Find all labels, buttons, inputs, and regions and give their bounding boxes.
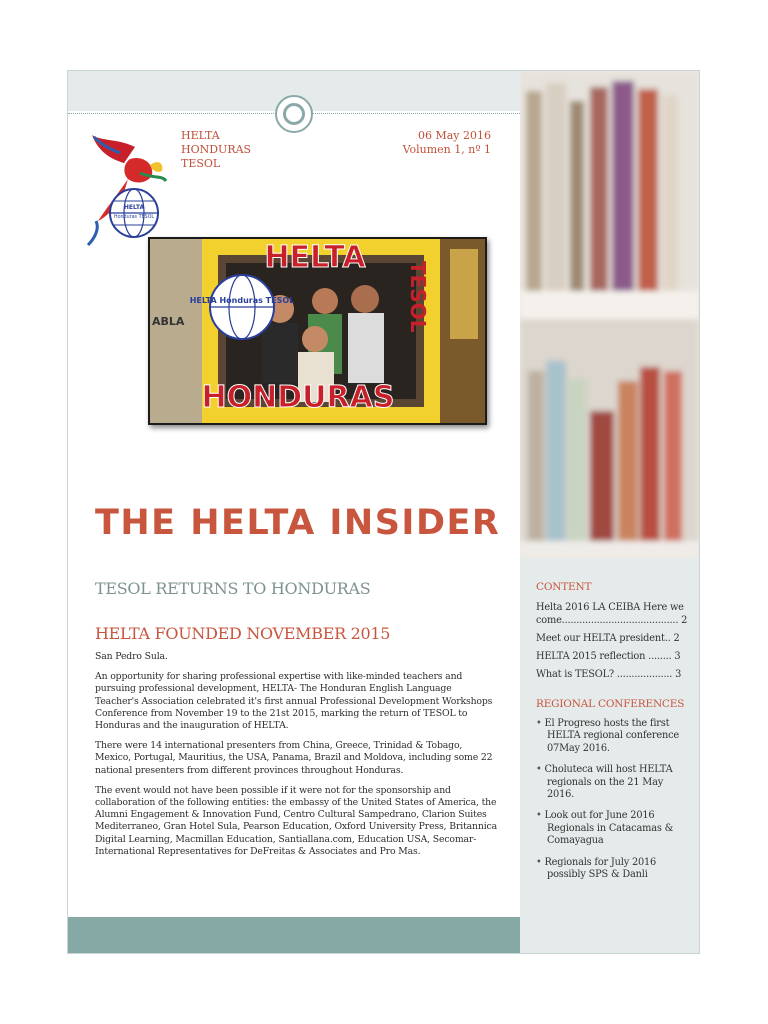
wall-sign-text: ABLA (152, 315, 185, 328)
article-paragraph: San Pedro Sula. (95, 651, 168, 662)
newsletter-title: THE HELTA INSIDER (95, 503, 501, 543)
bookshelf-photo (520, 71, 699, 558)
ring-ornament-icon (275, 95, 313, 133)
toc-item-what-is-tesol[interactable]: What is TESOL? ................... 3 (536, 669, 682, 680)
svg-text:HELTA: HELTA (123, 204, 145, 211)
article-paragraph: The event would not have been possible if it were not for the sponsorship and collaboration of the following entities: the embassy of the United States of America, the Alumni Engagement & Innovation Fund, Centro Cultural Sampedrano, Clarion Suites Mediterraneo, Gran Hotel Sula, Pearson Education, Oxford University Press, Britannica Digital Learning, Macmillan Education, Santiallana.com, Education USA, Secomar- International Representatives for DeFreitas & Associates and Pro Mas. (95, 784, 498, 857)
headline-helta-founded: HELTA FOUNDED NOVEMBER 2015 (95, 624, 391, 643)
regional-item: • El Progreso hosts the first HELTA regional conference 07May 2016. (536, 718, 688, 755)
masthead-line-2: HONDURAS (181, 143, 252, 156)
regional-item: • Regionals for July 2016 possibly SPS & Danli (536, 857, 688, 882)
bookshelf-illustration (520, 71, 699, 558)
frame-honduras-text: HONDURAS (201, 380, 395, 415)
group-photo (148, 237, 487, 425)
article-body (95, 651, 497, 866)
sidebar-content (536, 581, 688, 890)
frame-tesol-text: TESOL (406, 261, 430, 333)
regional-item: • Look out for June 2016 Regionals in Catacamas & Comayagua (536, 810, 688, 847)
photo-globe-text: HELTA Honduras TESOL (189, 296, 295, 305)
svg-text:Honduras TESOL: Honduras TESOL (113, 215, 155, 220)
issue-volume: Volumen 1, nº 1 (402, 143, 491, 156)
masthead-org (181, 129, 251, 171)
regional-item: • Choluteca will host HELTA regionals on the 21 May 2016. (536, 764, 688, 801)
article-paragraph: There were 14 international presenters from China, Greece, Trinidad & Tobago, Mexico, Portugal, Mauritius, the USA, Panama, Brazil and Moldova, including some 22 national presenters from different provinces throughout Honduras. (95, 740, 493, 776)
article-paragraph: An opportunity for sharing professional expertise with like-minded teachers and pursuing professional development, HELTA- The Honduran English Language Teacher's Association celebrated it's first annual Professional Development Workshops Conference from November 19 to the 21st 2015, marking the return of TESOL to Honduras and the inauguration of HELTA. (95, 671, 493, 732)
masthead-line-1: HELTA (181, 129, 220, 142)
content-heading: CONTENT (536, 581, 592, 593)
toc-item-reflection[interactable]: HELTA 2015 reflection ........ 3 (536, 651, 681, 662)
issue-date: 06 May 2016 (417, 129, 491, 142)
frame-helta-text: HELTA (264, 240, 366, 275)
newsletter-page (67, 70, 700, 954)
group-photo-illustration (150, 239, 485, 423)
footer-band (68, 917, 520, 953)
masthead-issue (403, 129, 491, 157)
masthead-line-3: TESOL (181, 157, 221, 170)
toc-item-president[interactable]: Meet our HELTA president.. 2 (536, 633, 680, 644)
headline-tesol-returns: TESOL RETURNS TO HONDURAS (95, 579, 371, 598)
sidebar (520, 71, 699, 953)
regional-heading: REGIONAL CONFERENCES (536, 698, 685, 710)
parrot-logo-icon (80, 129, 170, 249)
regional-list (536, 718, 688, 881)
toc-item-la-ceiba[interactable]: Helta 2016 LA CEIBA Here we come........................................ 2 (536, 602, 688, 626)
